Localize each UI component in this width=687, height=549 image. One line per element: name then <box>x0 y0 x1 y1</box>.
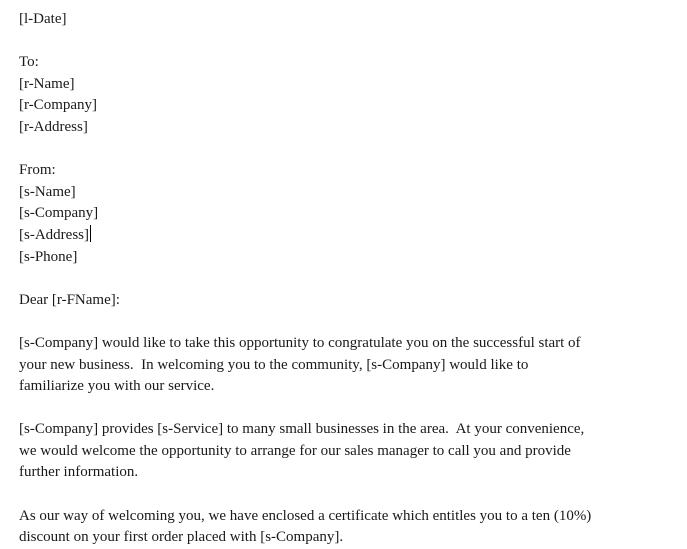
recipient-name: [r-Name] <box>19 75 75 92</box>
letter-date: [l-Date] <box>19 11 67 27</box>
blank-line <box>19 268 679 290</box>
sender-address: [s-Address] <box>19 226 89 243</box>
paragraph-services <box>19 419 679 484</box>
blank-line <box>19 139 679 161</box>
paragraph-line: we would welcome the opportunity to arrange for our sales manager to call you and provide <box>19 442 571 459</box>
paragraph-line: [s-Company] would like to take this opportunity to congratulate you on the successful start of <box>19 334 581 351</box>
paragraph-line: As our way of welcoming you, we have enclosed a certificate which entitles you to a ten (10%) <box>19 507 592 524</box>
paragraph-congratulations <box>19 333 679 398</box>
sender-address-line <box>19 225 679 247</box>
paragraph-line: discount on your first order placed with [s-Company]. <box>19 529 344 546</box>
to-label: To: <box>19 54 39 71</box>
paragraph-line: your new business. In welcoming you to the community, [s-Company] would like to <box>19 356 529 373</box>
letter-body[interactable] <box>19 9 679 549</box>
blank-line <box>19 398 679 420</box>
text-cursor <box>90 225 91 242</box>
paragraph-line: [s-Company] provides [s-Service] to many small businesses in the area. At your convenience, <box>19 421 585 438</box>
blank-line <box>19 311 679 333</box>
paragraph-line: familiarize you with our service. <box>19 378 215 395</box>
blank-line <box>19 31 679 53</box>
blank-line <box>19 484 679 506</box>
sender-phone: [s-Phone] <box>19 248 78 265</box>
salutation: Dear [r-FName]: <box>19 291 120 308</box>
sender-name: [s-Name] <box>19 183 76 200</box>
from-label: From: <box>19 162 56 179</box>
sender-company: [s-Company] <box>19 205 99 222</box>
recipient-address: [r-Address] <box>19 118 88 135</box>
recipient-company: [r-Company] <box>19 97 98 114</box>
paragraph-line: further information. <box>19 464 139 481</box>
paragraph-welcome-offer <box>19 506 679 549</box>
